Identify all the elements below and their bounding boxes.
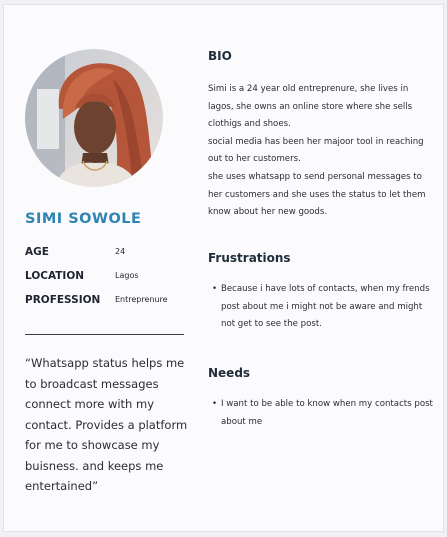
persona-name: SIMI SOWOLE <box>25 211 142 227</box>
persona-quote: “Whatsapp status helps me to broadcast messages connect more with my contact. Provides a platform for me to showcase my buisness. and keeps me entertained” <box>25 356 188 493</box>
needs-list <box>208 396 434 431</box>
fact-value: Lagos <box>115 271 139 280</box>
bio-heading: BIO <box>208 49 232 63</box>
list-item-text: Because i have lots of contacts, when my frends post about me i might not be aware and might not get to see the post. <box>221 284 430 330</box>
persona-card <box>3 4 444 532</box>
avatar-photo <box>25 49 163 187</box>
frustrations-list <box>208 281 434 334</box>
bio-text <box>208 81 434 222</box>
bio-paragraph: she uses whatsapp to send personal messages to her customers and she uses the status to let them know about her new goods. <box>208 171 426 218</box>
bullet-icon: • <box>212 399 218 409</box>
persona-facts <box>25 246 195 318</box>
fact-row-profession <box>25 294 195 318</box>
fact-value: 24 <box>115 247 126 256</box>
fact-value: Entreprenure <box>115 295 168 304</box>
fact-row-age <box>25 246 195 270</box>
divider <box>25 334 184 335</box>
fact-label: LOCATION <box>25 270 85 282</box>
fact-row-location <box>25 270 195 294</box>
list-item-text: I want to be able to know when my contacts post about me <box>221 399 433 427</box>
list-item <box>208 281 434 334</box>
fact-label: PROFESSION <box>25 294 101 306</box>
needs-heading: Needs <box>208 366 251 380</box>
bio-paragraph: Simi is a 24 year old entreprenure, she lives in lagos, she owns an online store where she sells clothigs and shoes. <box>208 84 413 130</box>
frustrations-heading: Frustrations <box>208 251 291 265</box>
bullet-icon: • <box>212 284 218 294</box>
avatar <box>25 49 163 187</box>
bio-paragraph: social media has been her majoor tool in reaching out to her customers. <box>208 136 424 165</box>
fact-label: AGE <box>25 246 49 258</box>
list-item <box>208 396 434 431</box>
